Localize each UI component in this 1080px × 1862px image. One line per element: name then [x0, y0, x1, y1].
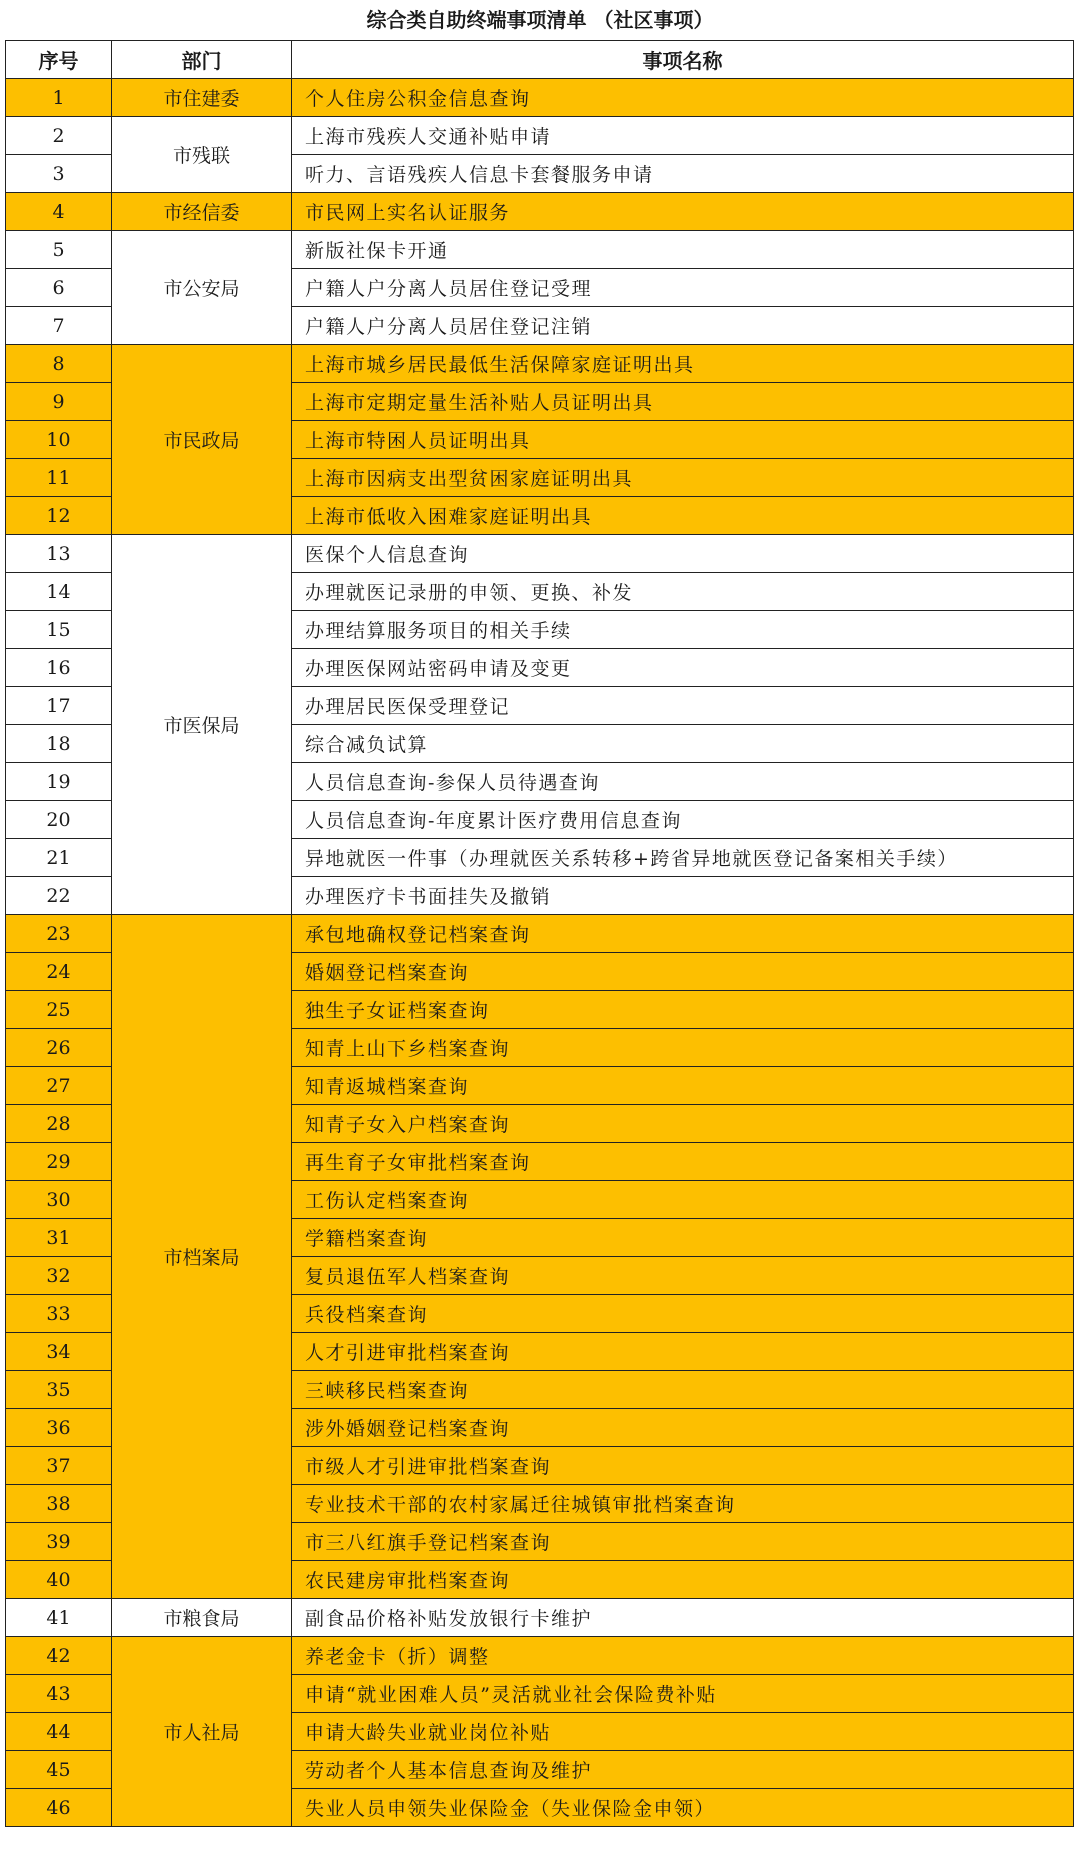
item-name: 复员退伍军人档案查询 [292, 1257, 1074, 1295]
item-name: 知青子女入户档案查询 [292, 1105, 1074, 1143]
item-name: 工伤认定档案查询 [292, 1181, 1074, 1219]
row-number: 24 [6, 953, 112, 991]
item-name: 办理医疗卡书面挂失及撤销 [292, 877, 1074, 915]
header-dept: 部门 [112, 41, 292, 79]
item-name: 农民建房审批档案查询 [292, 1561, 1074, 1599]
row-number: 35 [6, 1371, 112, 1409]
row-number: 1 [6, 79, 112, 117]
item-name: 办理医保网站密码申请及变更 [292, 649, 1074, 687]
row-number: 20 [6, 801, 112, 839]
row-number: 19 [6, 763, 112, 801]
row-number: 9 [6, 383, 112, 421]
item-name: 市三八红旗手登记档案查询 [292, 1523, 1074, 1561]
row-number: 15 [6, 611, 112, 649]
item-name: 人才引进审批档案查询 [292, 1333, 1074, 1371]
row-number: 39 [6, 1523, 112, 1561]
item-name: 户籍人户分离人员居住登记注销 [292, 307, 1074, 345]
row-number: 13 [6, 535, 112, 573]
row-number: 18 [6, 725, 112, 763]
table-header-row [6, 41, 1074, 79]
row-number: 8 [6, 345, 112, 383]
table-row [6, 535, 1074, 573]
item-name: 上海市定期定量生活补贴人员证明出具 [292, 383, 1074, 421]
item-name: 申请“就业困难人员”灵活就业社会保险费补贴 [292, 1675, 1074, 1713]
row-number: 42 [6, 1637, 112, 1675]
row-number: 12 [6, 497, 112, 535]
item-name: 市民网上实名认证服务 [292, 193, 1074, 231]
item-name: 涉外婚姻登记档案查询 [292, 1409, 1074, 1447]
row-number: 16 [6, 649, 112, 687]
table-row [6, 79, 1074, 117]
department-cell: 市经信委 [112, 193, 292, 231]
department-cell: 市残联 [112, 117, 292, 193]
department-cell: 市公安局 [112, 231, 292, 345]
item-name: 新版社保卡开通 [292, 231, 1074, 269]
row-number: 46 [6, 1789, 112, 1827]
department-cell: 市住建委 [112, 79, 292, 117]
item-name: 市级人才引进审批档案查询 [292, 1447, 1074, 1485]
item-name: 办理就医记录册的申领、更换、补发 [292, 573, 1074, 611]
row-number: 33 [6, 1295, 112, 1333]
department-cell: 市医保局 [112, 535, 292, 915]
item-name: 个人住房公积金信息查询 [292, 79, 1074, 117]
row-number: 3 [6, 155, 112, 193]
item-name: 失业人员申领失业保险金（失业保险金申领） [292, 1789, 1074, 1827]
row-number: 38 [6, 1485, 112, 1523]
item-name: 副食品价格补贴发放银行卡维护 [292, 1599, 1074, 1637]
table-row [6, 231, 1074, 269]
table-row [6, 1599, 1074, 1637]
item-name: 综合减负试算 [292, 725, 1074, 763]
row-number: 45 [6, 1751, 112, 1789]
row-number: 27 [6, 1067, 112, 1105]
table-body [6, 79, 1074, 1827]
table-row [6, 345, 1074, 383]
row-number: 43 [6, 1675, 112, 1713]
item-name: 劳动者个人基本信息查询及维护 [292, 1751, 1074, 1789]
item-name: 户籍人户分离人员居住登记受理 [292, 269, 1074, 307]
item-name: 养老金卡（折）调整 [292, 1637, 1074, 1675]
department-cell: 市档案局 [112, 915, 292, 1599]
row-number: 28 [6, 1105, 112, 1143]
item-name: 听力、言语残疾人信息卡套餐服务申请 [292, 155, 1074, 193]
item-name: 上海市特困人员证明出具 [292, 421, 1074, 459]
item-name: 婚姻登记档案查询 [292, 953, 1074, 991]
row-number: 23 [6, 915, 112, 953]
item-name: 承包地确权登记档案查询 [292, 915, 1074, 953]
row-number: 40 [6, 1561, 112, 1599]
item-name: 医保个人信息查询 [292, 535, 1074, 573]
row-number: 4 [6, 193, 112, 231]
table-row [6, 117, 1074, 155]
row-number: 14 [6, 573, 112, 611]
row-number: 22 [6, 877, 112, 915]
row-number: 29 [6, 1143, 112, 1181]
department-cell: 市粮食局 [112, 1599, 292, 1637]
header-no: 序号 [6, 41, 112, 79]
item-name: 申请大龄失业就业岗位补贴 [292, 1713, 1074, 1751]
row-number: 25 [6, 991, 112, 1029]
services-table [5, 40, 1074, 1827]
row-number: 5 [6, 231, 112, 269]
row-number: 31 [6, 1219, 112, 1257]
item-name: 人员信息查询-年度累计医疗费用信息查询 [292, 801, 1074, 839]
page-title: 综合类自助终端事项清单 （社区事项） [366, 8, 714, 32]
row-number: 30 [6, 1181, 112, 1219]
item-name: 兵役档案查询 [292, 1295, 1074, 1333]
row-number: 2 [6, 117, 112, 155]
table-row [6, 915, 1074, 953]
item-name: 三峡移民档案查询 [292, 1371, 1074, 1409]
item-name: 学籍档案查询 [292, 1219, 1074, 1257]
row-number: 21 [6, 839, 112, 877]
item-name: 上海市因病支出型贫困家庭证明出具 [292, 459, 1074, 497]
department-cell: 市人社局 [112, 1637, 292, 1827]
item-name: 知青上山下乡档案查询 [292, 1029, 1074, 1067]
row-number: 7 [6, 307, 112, 345]
header-item: 事项名称 [292, 41, 1074, 79]
item-name: 知青返城档案查询 [292, 1067, 1074, 1105]
table-row [6, 193, 1074, 231]
row-number: 32 [6, 1257, 112, 1295]
item-name: 再生育子女审批档案查询 [292, 1143, 1074, 1181]
item-name: 上海市残疾人交通补贴申请 [292, 117, 1074, 155]
row-number: 36 [6, 1409, 112, 1447]
item-name: 上海市城乡居民最低生活保障家庭证明出具 [292, 345, 1074, 383]
item-name: 独生子女证档案查询 [292, 991, 1074, 1029]
item-name: 上海市低收入困难家庭证明出具 [292, 497, 1074, 535]
item-name: 专业技术干部的农村家属迁往城镇审批档案查询 [292, 1485, 1074, 1523]
row-number: 6 [6, 269, 112, 307]
item-name: 办理结算服务项目的相关手续 [292, 611, 1074, 649]
row-number: 10 [6, 421, 112, 459]
row-number: 26 [6, 1029, 112, 1067]
row-number: 34 [6, 1333, 112, 1371]
row-number: 11 [6, 459, 112, 497]
row-number: 41 [6, 1599, 112, 1637]
department-cell: 市民政局 [112, 345, 292, 535]
table-row [6, 1637, 1074, 1675]
item-name: 人员信息查询-参保人员待遇查询 [292, 763, 1074, 801]
item-name: 办理居民医保受理登记 [292, 687, 1074, 725]
row-number: 37 [6, 1447, 112, 1485]
row-number: 17 [6, 687, 112, 725]
item-name: 异地就医一件事（办理就医关系转移+跨省异地就医登记备案相关手续） [292, 839, 1074, 877]
row-number: 44 [6, 1713, 112, 1751]
